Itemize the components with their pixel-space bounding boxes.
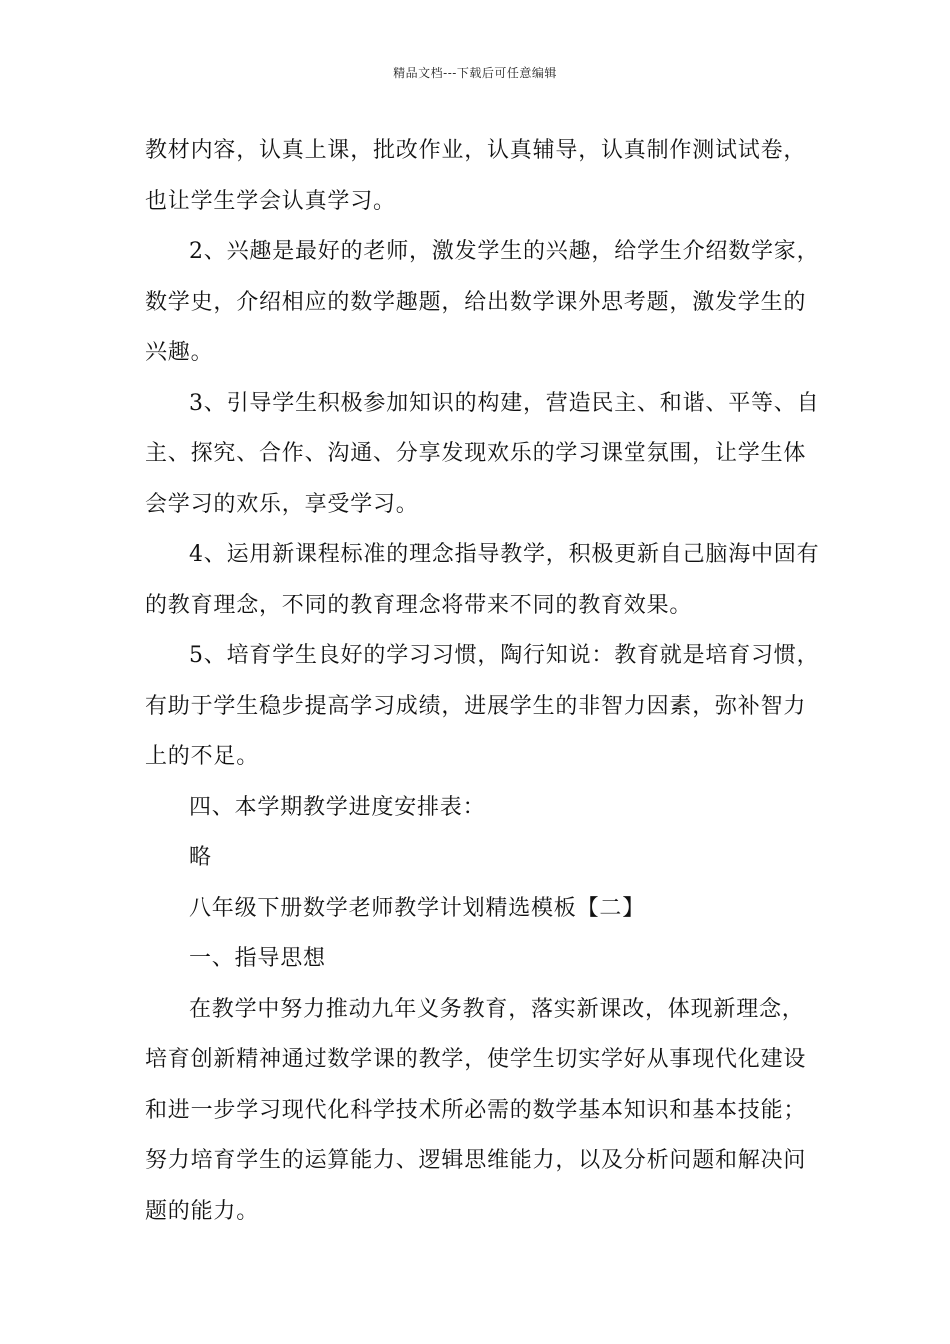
text-line: 和进一步学习现代化科学技术所必需的数学基本知识和基本技能； [145, 1097, 807, 1123]
page-header: 精品文档---下载后可任意编辑 [393, 66, 557, 80]
text-line: 3、引导学生积极参加知识的构建，营造民主、和谐、平等、自 [189, 390, 820, 416]
section-heading: 四、本学期教学进度安排表： [189, 794, 486, 820]
text-line: 教材内容，认真上课，批改作业，认真辅导，认真制作测试试卷， [145, 138, 807, 163]
text-line: 的教育理念，不同的教育理念将带来不同的教育效果。 [145, 592, 693, 618]
text-line: 略 [189, 845, 212, 870]
text-line: 兴趣。 [145, 340, 214, 365]
text-line: 上的不足。 [145, 744, 260, 769]
text-line: 数学史，介绍相应的数学趣题，给出数学课外思考题，激发学生的 [145, 289, 807, 315]
text-line: 5、培育学生良好的学习习惯，陶行知说：教育就是培育习惯， [189, 643, 820, 668]
section-heading: 一、指导思想 [189, 946, 326, 971]
text-line: 会学习的欢乐，享受学习。 [145, 491, 419, 517]
document-body [145, 126, 820, 1237]
text-line: 在教学中努力推动九年义务教育，落实新课改，体现新理念， [189, 996, 805, 1022]
text-line: 题的能力。 [145, 1198, 260, 1224]
text-line: 有助于学生稳步提高学习成绩，进展学生的非智力因素，弥补智力 [145, 693, 807, 719]
text-line: 主、探究、合作、沟通、分享发现欢乐的学习课堂氛围，让学生体 [145, 441, 807, 466]
text-line: 努力培育学生的运算能力、逻辑思维能力，以及分析问题和解决问 [145, 1148, 807, 1173]
text-line: 培育创新精神通过数学课的教学，使学生切实学好从事现代化建设 [145, 1047, 807, 1072]
text-line: 也让学生学会认真学习。 [145, 188, 396, 214]
text-line: 2、兴趣是最好的老师，激发学生的兴趣，给学生介绍数学家， [189, 239, 820, 264]
document-subtitle: 八年级下册数学老师教学计划精选模板【二】 [189, 895, 646, 921]
text-line: 4、运用新课程标准的理念指导教学，积极更新自己脑海中固有 [189, 542, 820, 567]
